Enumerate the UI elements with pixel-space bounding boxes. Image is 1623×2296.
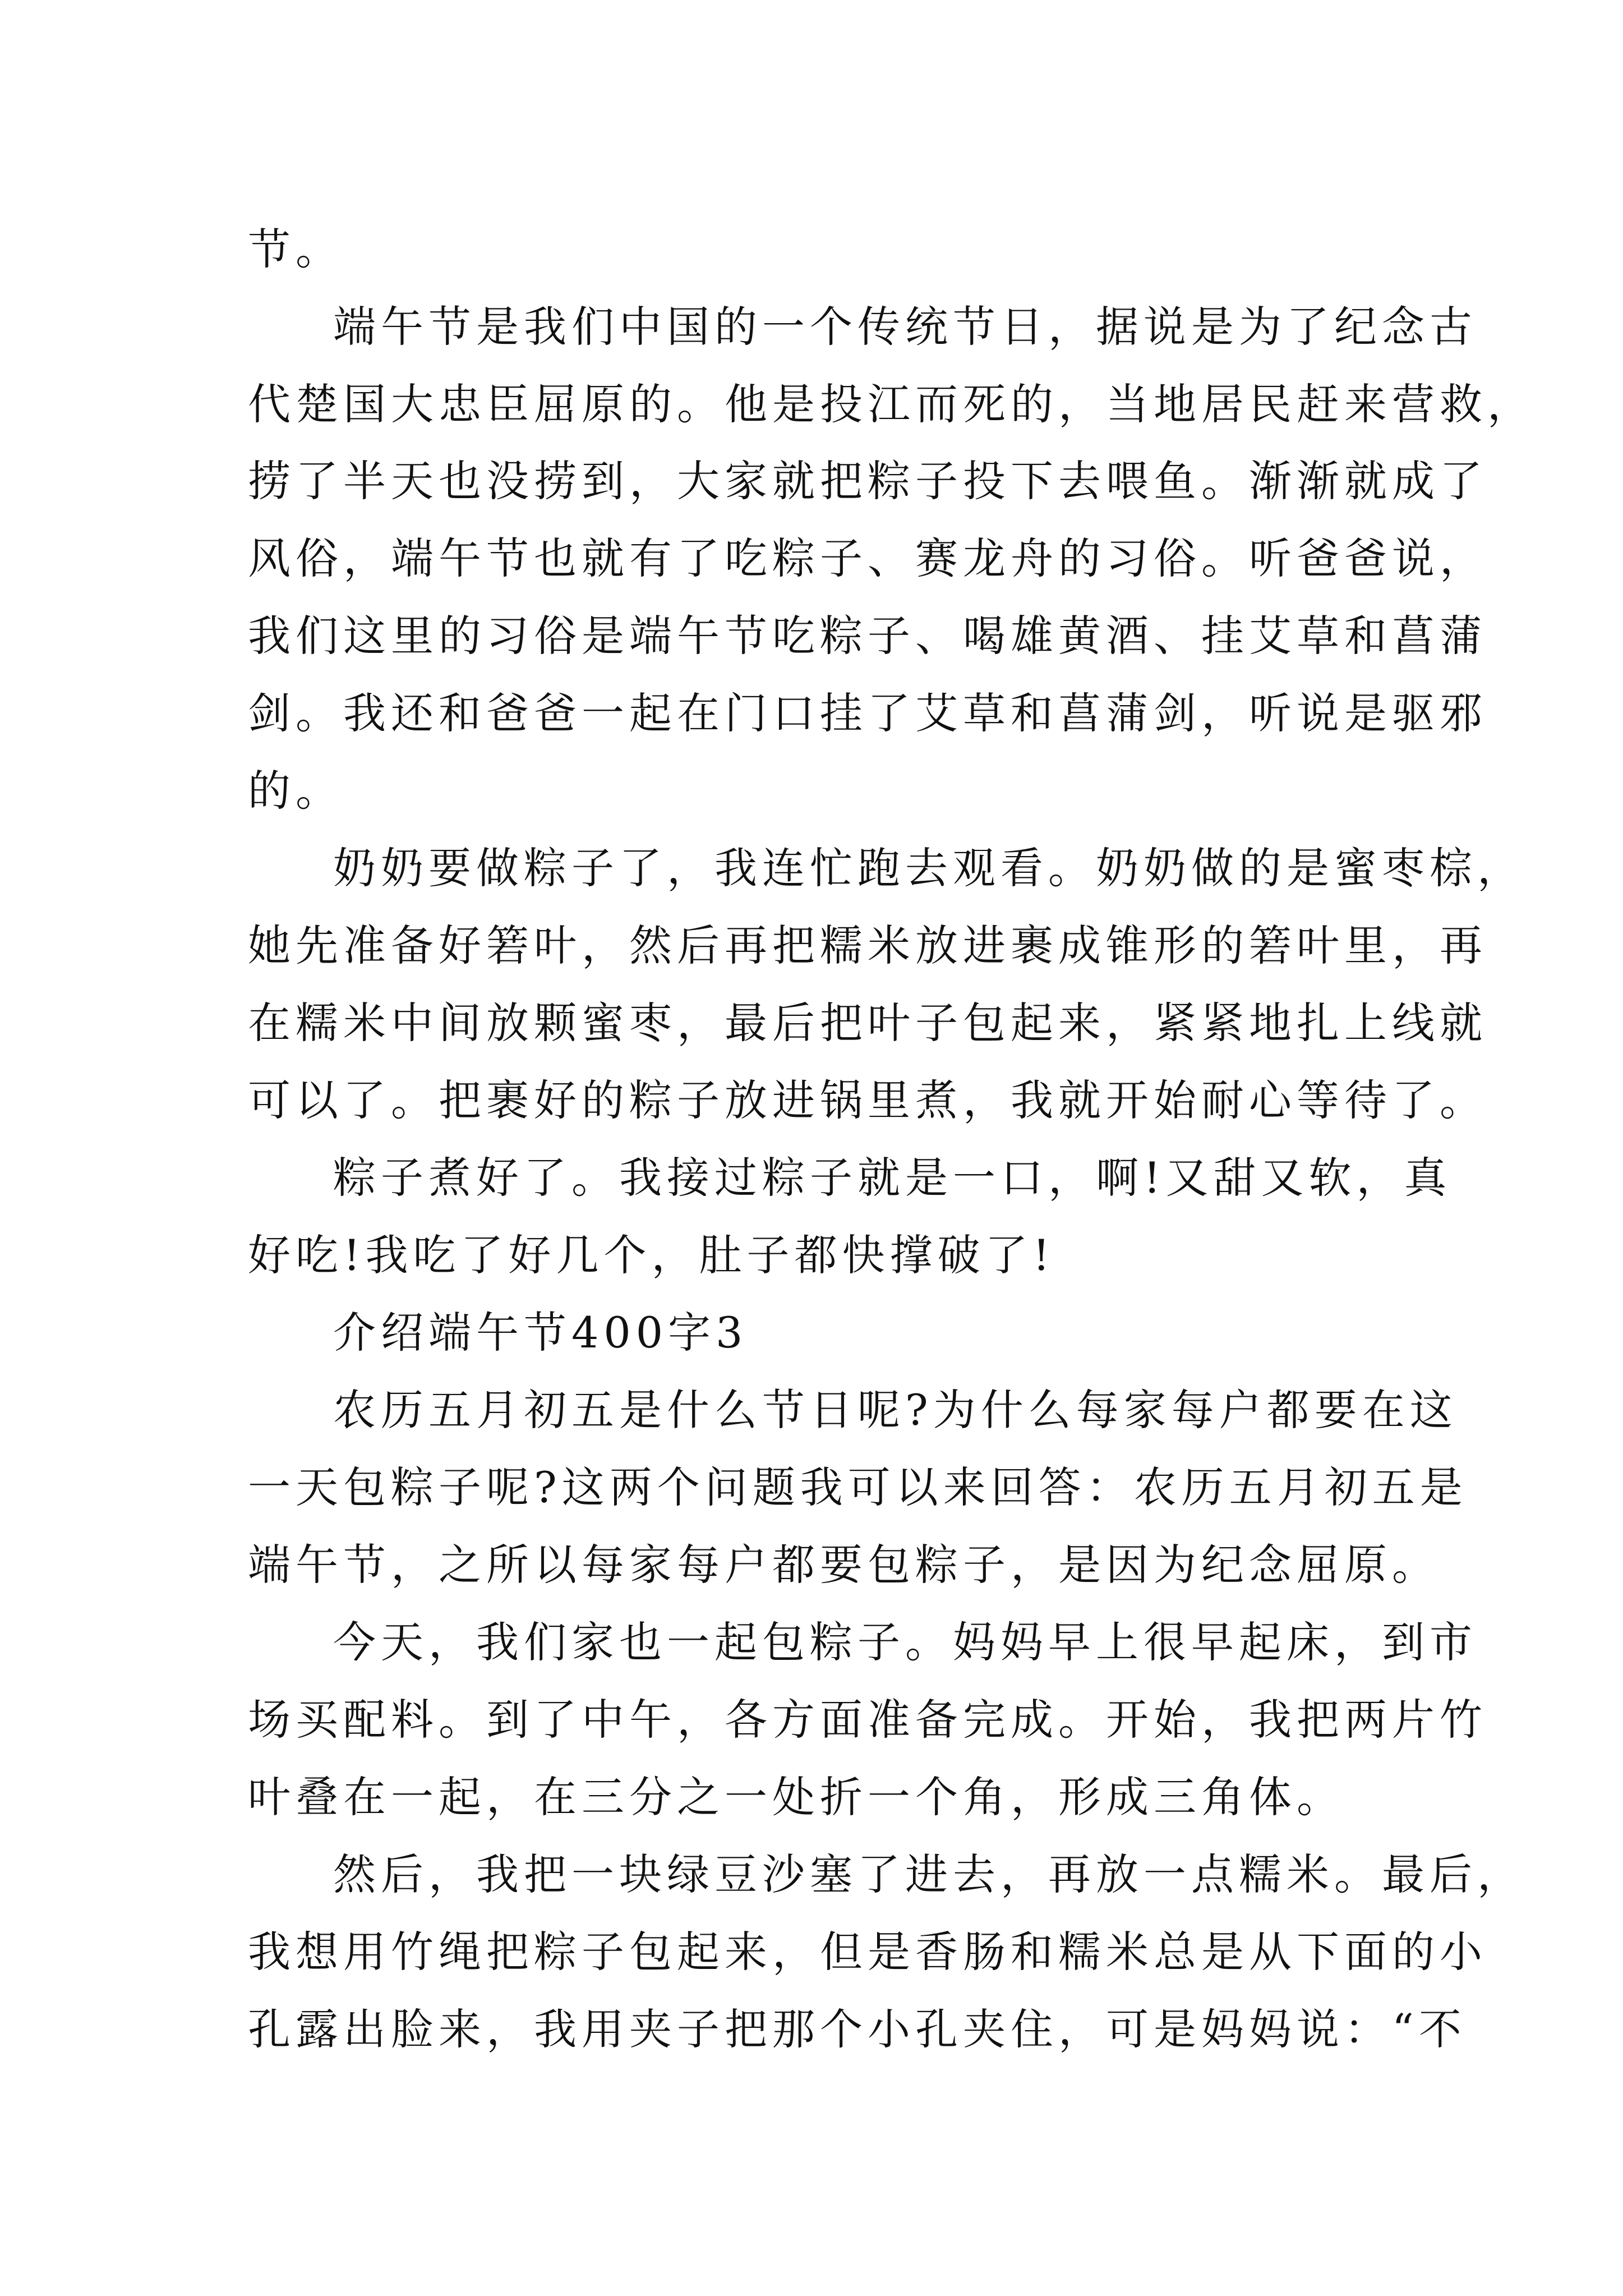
text-line: 端午节是我们中国的一个传统节日，据说是为了纪念古 [333, 302, 1477, 352]
text-line: 在糯米中间放颗蜜枣，最后把叶子包起来，紧紧地扎上线就 [248, 998, 1487, 1048]
text-line: 今天，我们家也一起包粽子。妈妈早上很早起床，到市 [333, 1617, 1477, 1667]
text-line: 她先准备好箬叶，然后再把糯米放进裹成锥形的箬叶里，再 [248, 921, 1487, 970]
text-line: 可以了。把裹好的粽子放进锅里煮，我就开始耐心等待了。 [248, 1075, 1487, 1125]
text-line: 剑。我还和爸爸一起在门口挂了艾草和菖蒲剑，听说是驱邪 [248, 688, 1487, 738]
text-line: 我想用竹绳把粽子包起来，但是香肠和糯米总是从下面的小 [248, 1927, 1487, 1977]
text-line: 代楚国大忠臣屈原的。他是投江而死的，当地居民赶来营救， [248, 379, 1535, 429]
text-line: 节。 [248, 224, 343, 274]
text-line: 叶叠在一起，在三分之一处折一个角，形成三角体。 [248, 1772, 1344, 1822]
text-line: 好吃!我吃了好几个，肚子都快撑破了! [248, 1230, 1055, 1280]
text-line: 农历五月初五是什么节日呢?为什么每家每户都要在这 [333, 1385, 1458, 1435]
text-line: 一天包粽子呢?这两个问题我可以来回答：农历五月初五是 [248, 1462, 1468, 1512]
text-line: 粽子煮好了。我接过粽子就是一口，啊!又甜又软，真 [333, 1153, 1452, 1203]
text-line: 捞了半天也没捞到，大家就把粽子投下去喂鱼。渐渐就成了 [248, 456, 1487, 506]
text-line: 我们这里的习俗是端午节吃粽子、喝雄黄酒、挂艾草和菖蒲 [248, 611, 1487, 661]
text-line: 场买配料。到了中午，各方面准备完成。开始，我把两片竹 [248, 1695, 1487, 1745]
text-line: 奶奶要做粽子了，我连忙跑去观看。奶奶做的是蜜枣棕， [333, 843, 1525, 893]
text-line: 端午节，之所以每家每户都要包粽子，是因为纪念屈原。 [248, 1540, 1440, 1590]
text-line: 然后，我把一块绿豆沙塞了进去，再放一点糯米。最后， [333, 1849, 1525, 1899]
text-line: 的。 [248, 766, 343, 816]
text-line: 孔露出脸来，我用夹子把那个小孔夹住，可是妈妈说：“不 [248, 2004, 1467, 2054]
text-line: 风俗，端午节也就有了吃粽子、赛龙舟的习俗。听爸爸说， [248, 533, 1487, 583]
section-heading: 介绍端午节400字3 [333, 1308, 748, 1358]
